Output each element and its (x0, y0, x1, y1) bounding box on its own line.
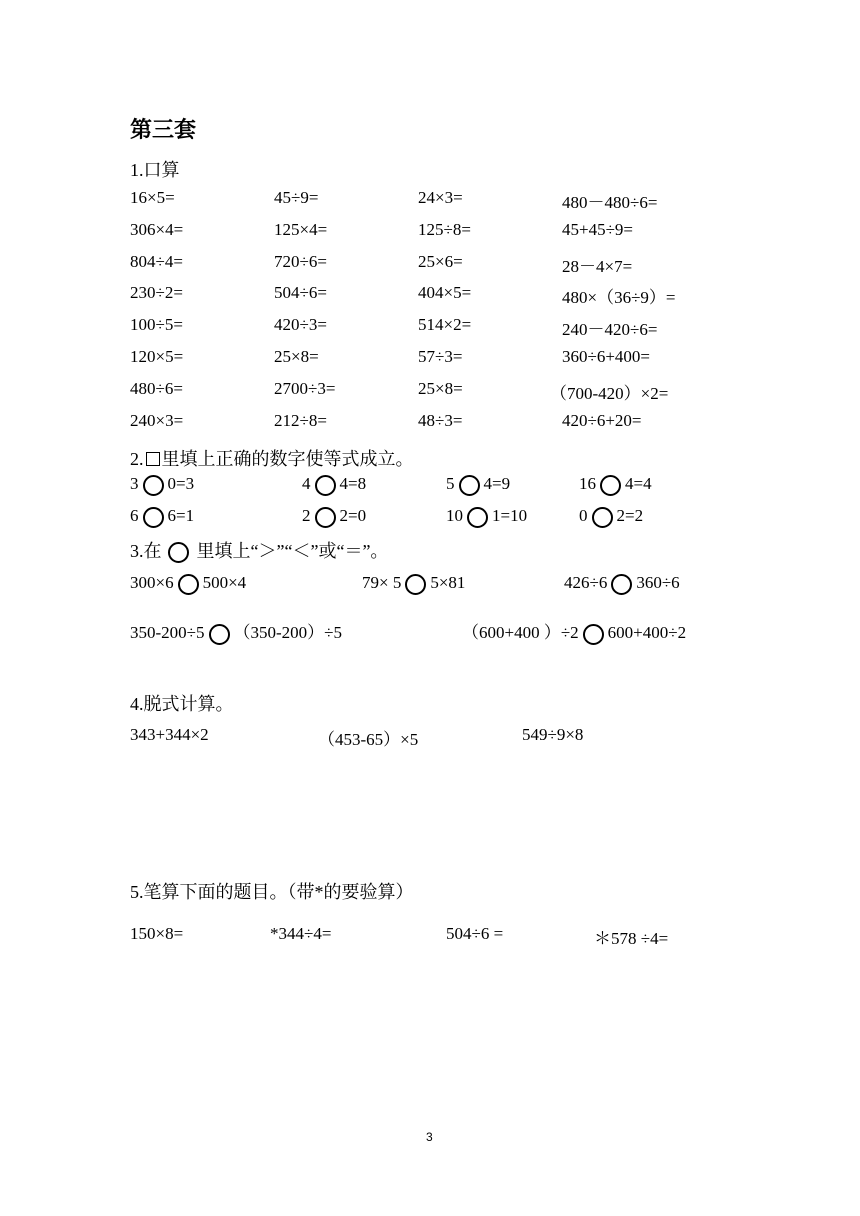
mental-math-item: 240－420÷6= (562, 320, 658, 340)
fill-circle-item (302, 474, 366, 496)
mental-math-item: 28－4×7= (562, 256, 633, 276)
section-2-text: 里填上正确的数字使等式成立。 (161, 449, 414, 469)
compare-circle-icon[interactable] (209, 624, 230, 645)
item-right: 2=2 (616, 506, 644, 525)
mental-math-item: 125÷8= (418, 219, 471, 239)
item-right: 4=8 (339, 474, 367, 493)
item-right: 1=10 (492, 506, 528, 525)
mental-math-item: 125×4= (274, 219, 328, 239)
compare-right: （350-200）÷5 (233, 623, 342, 642)
mental-math-item: 480÷6= (130, 378, 183, 398)
page-number: 3 (426, 1130, 433, 1144)
mental-math-item: 240×3= (130, 410, 184, 430)
calc-item: （453-65）×5 (318, 730, 419, 749)
item-left: 3 (130, 474, 139, 493)
fill-circle-item (446, 474, 510, 496)
mental-math-item: （700-420）×2= (550, 383, 669, 403)
compare-right: 600+400÷2 (607, 623, 687, 642)
compare-circle-icon[interactable] (405, 574, 426, 595)
compare-item (362, 573, 465, 595)
mental-math-item: 306×4= (130, 219, 184, 239)
compare-right: 360÷6 (636, 573, 680, 592)
compare-left: 426÷6 (564, 573, 608, 592)
section-3-text: 里填上“＞”“＜”或“＝”。 (196, 541, 389, 561)
mental-math-item: 420÷3= (274, 315, 327, 335)
answer-circle-icon[interactable] (315, 507, 336, 528)
compare-circle-icon[interactable] (178, 574, 199, 595)
compare-item (130, 573, 246, 595)
item-right: 0=3 (167, 474, 195, 493)
item-left: 10 (446, 506, 463, 525)
compare-item (130, 618, 342, 645)
written-calc-item: *344÷4= (270, 924, 332, 943)
section-3-number: 3.在 (130, 541, 162, 561)
mental-math-item: 2700÷3= (274, 378, 336, 398)
item-right: 2=0 (339, 506, 367, 525)
mental-math-item: 16×5= (130, 188, 175, 207)
section-2-heading (130, 445, 414, 471)
compare-left: 79× 5 (362, 573, 402, 592)
compare-item (564, 573, 680, 595)
item-left: 0 (579, 506, 588, 525)
mental-math-item: 804÷4= (130, 251, 183, 271)
section-3-heading (130, 537, 388, 563)
item-right: 4=4 (625, 474, 652, 493)
written-calc-item: 504÷6 = (446, 924, 504, 943)
fill-circle-item (579, 474, 652, 496)
compare-left: （600+400 ）÷2 (462, 623, 579, 642)
item-right: 4=9 (483, 474, 511, 493)
item-right: 6=1 (167, 506, 195, 525)
mental-math-item: 212÷8= (274, 410, 327, 430)
answer-circle-icon[interactable] (592, 507, 613, 528)
mental-math-item: 45÷9= (274, 188, 319, 207)
mental-math-item: 57÷3= (418, 347, 463, 366)
mental-math-item: 100÷5= (130, 315, 183, 335)
answer-circle-icon[interactable] (315, 475, 336, 496)
mental-math-item: 404×5= (418, 283, 472, 303)
compare-right: 5×81 (430, 573, 466, 592)
answer-circle-icon[interactable] (600, 475, 621, 496)
compare-item (462, 618, 686, 645)
page-title: 第三套 (130, 118, 197, 143)
section-5-heading: 5.笔算下面的题目。（带*的要验算） (130, 882, 414, 902)
mental-math-item: 504÷6= (274, 283, 327, 303)
written-calc-item: ＊578 ÷4= (594, 929, 669, 948)
calc-item: 549÷9×8 (522, 725, 584, 744)
mental-math-item: 360÷6+400= (562, 347, 651, 366)
compare-circle-icon[interactable] (583, 624, 604, 645)
mental-math-item: 514×2= (418, 315, 472, 335)
answer-circle-icon[interactable] (143, 475, 164, 496)
circle-icon (168, 542, 189, 563)
mental-math-item: 45+45÷9= (562, 219, 634, 239)
fill-circle-item (130, 474, 194, 496)
mental-math-item: 120×5= (130, 347, 184, 366)
mental-math-item: 720÷6= (274, 251, 327, 271)
item-left: 16 (579, 474, 596, 493)
fill-circle-item (130, 506, 194, 528)
fill-circle-item (302, 506, 366, 528)
mental-math-item: 25×6= (418, 251, 463, 271)
mental-math-item: 25×8= (274, 347, 319, 366)
item-left: 2 (302, 506, 311, 525)
mental-math-item: 480－480÷6= (562, 193, 658, 212)
compare-left: 350-200÷5 (130, 623, 205, 642)
section-1-heading: 1.口算 (130, 160, 180, 180)
calc-item: 343+344×2 (130, 725, 209, 744)
compare-circle-icon[interactable] (611, 574, 632, 595)
answer-circle-icon[interactable] (467, 507, 488, 528)
answer-circle-icon[interactable] (459, 475, 480, 496)
answer-circle-icon[interactable] (143, 507, 164, 528)
fill-circle-item (446, 506, 527, 528)
item-left: 6 (130, 506, 139, 525)
compare-left: 300×6 (130, 573, 174, 592)
mental-math-item: 230÷2= (130, 283, 183, 303)
section-2-number: 2. (130, 449, 144, 469)
mental-math-item: 48÷3= (418, 410, 463, 430)
mental-math-item: 480×（36÷9）= (562, 288, 676, 308)
mental-math-item: 25×8= (418, 378, 463, 398)
compare-right: 500×4 (202, 573, 247, 592)
item-left: 5 (446, 474, 455, 493)
fill-circle-item (579, 506, 643, 528)
blank-box-icon (146, 452, 160, 466)
mental-math-item: 420÷6+20= (562, 410, 642, 430)
item-left: 4 (302, 474, 311, 493)
mental-math-item: 24×3= (418, 188, 463, 207)
section-4-heading: 4.脱式计算。 (130, 694, 234, 714)
written-calc-item: 150×8= (130, 924, 184, 943)
